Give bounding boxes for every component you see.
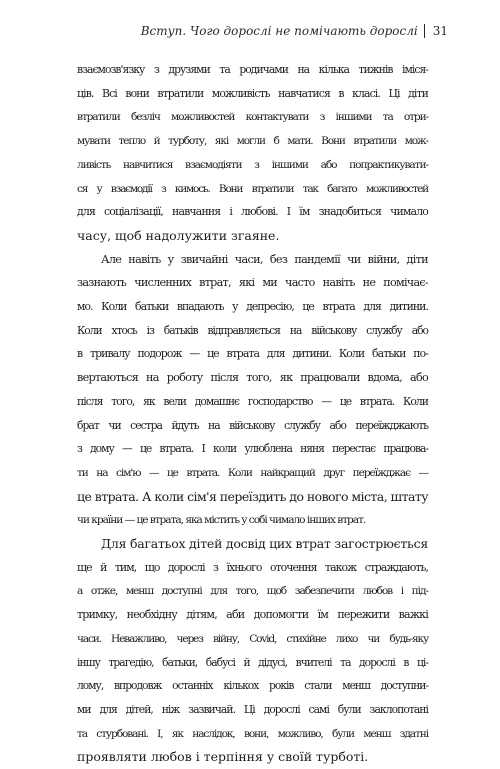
text-line: та стурбовані. І, як наслідок, вони, можливо, були менш здатні <box>77 726 428 740</box>
text-line: взаємозв'язку з друзями та родичами на кілька тижнів іміся- <box>77 63 428 76</box>
text-line: мо. Коли батьки впадають у депресію, це втрата для дитини. <box>77 300 428 314</box>
text-line: Але навіть у звичайні часи, без пандемії чи війни, діти <box>101 252 428 266</box>
text-line: ми для дітей, ніж зазвичай. Ці дорослі самі були заклопотані <box>77 702 428 716</box>
text-line: після того, як вели домашнє господарство — це втрата. Коли <box>77 394 428 408</box>
text-line: а отже, менш доступні для того, щоб забезпечити любов і під- <box>77 584 428 598</box>
text-line: в тривалу подорож — це втрата для дитини. Коли батьки по- <box>77 347 428 361</box>
text-line: з дому — це втрата. І коли улюблена няня перестає працюва- <box>77 442 428 456</box>
paragraph-1 <box>77 58 428 248</box>
text-line: це втрата. А коли сім'я переїздить до нового міста, штату <box>77 488 428 504</box>
page-number: 31 <box>432 24 448 38</box>
text-line: втратили безліч можливостей контактувати з іншими та отри- <box>77 110 428 124</box>
text-line: ти на сім'ю — це втрата. Коли найкращий друг переїжджає — <box>77 465 428 479</box>
text-line: вертаються на роботу після того, як працювали вдома, або <box>77 371 428 385</box>
text-line: іншу трагедію, батьки, бабусі й дідусі, вчителі та дорослі в ці- <box>77 655 428 669</box>
text-line: Коли хтось із батьків відправляється на військову службу або <box>77 323 428 337</box>
text-line: чи країни — це втрата, яка містить у собі чимало інших втрат. <box>77 513 366 527</box>
text-line: ся у взаємодії з кимось. Вони втратили так багато можливостей <box>77 181 428 195</box>
paragraph-3 <box>77 532 428 769</box>
text-line: ців. Всі вони втратили можливість навчатися в класі. Ці діти <box>77 86 428 100</box>
text-line: Для багатьох дітей досвід цих втрат загострюється <box>101 536 428 552</box>
text-line: часи. Неважливо, через війну, Covid, стихійне лихо чи будь-яку <box>77 631 428 645</box>
running-head-title: Вступ. Чого дорослі не помічають дорослі <box>140 24 418 38</box>
text-line: брат чи сестра йдуть на військову службу або переїжджають <box>77 418 428 432</box>
text-line: лому, впродовж останніх кількох років стали менш доступни- <box>77 679 428 693</box>
text-line: тримку, необхідну дітям, аби допомогти їм пережити важкі <box>77 608 428 622</box>
text-line: ще й тим, що дорослі з їхнього оточення також страждають, <box>77 560 428 574</box>
paragraph-2 <box>77 248 428 532</box>
text-line: для соціалізації, навчання і любові. І їм знадобиться чимало <box>77 205 428 219</box>
text-line: зазнають численних втрат, які ми часто навіть не помічає- <box>77 276 428 290</box>
text-line: ливість навчитися взаємодіяти з іншими або попрактикувати- <box>77 157 428 171</box>
running-head-separator <box>424 24 425 38</box>
text-line: часу, щоб надолужити згаяне. <box>77 227 280 243</box>
text-line: мувати тепло й турботу, які могли б мати. Вони втратили мож- <box>77 134 428 148</box>
running-head <box>141 24 448 38</box>
text-line: проявляти любов і терпіння у своїй турботі. <box>77 749 369 765</box>
body-text <box>77 58 428 769</box>
